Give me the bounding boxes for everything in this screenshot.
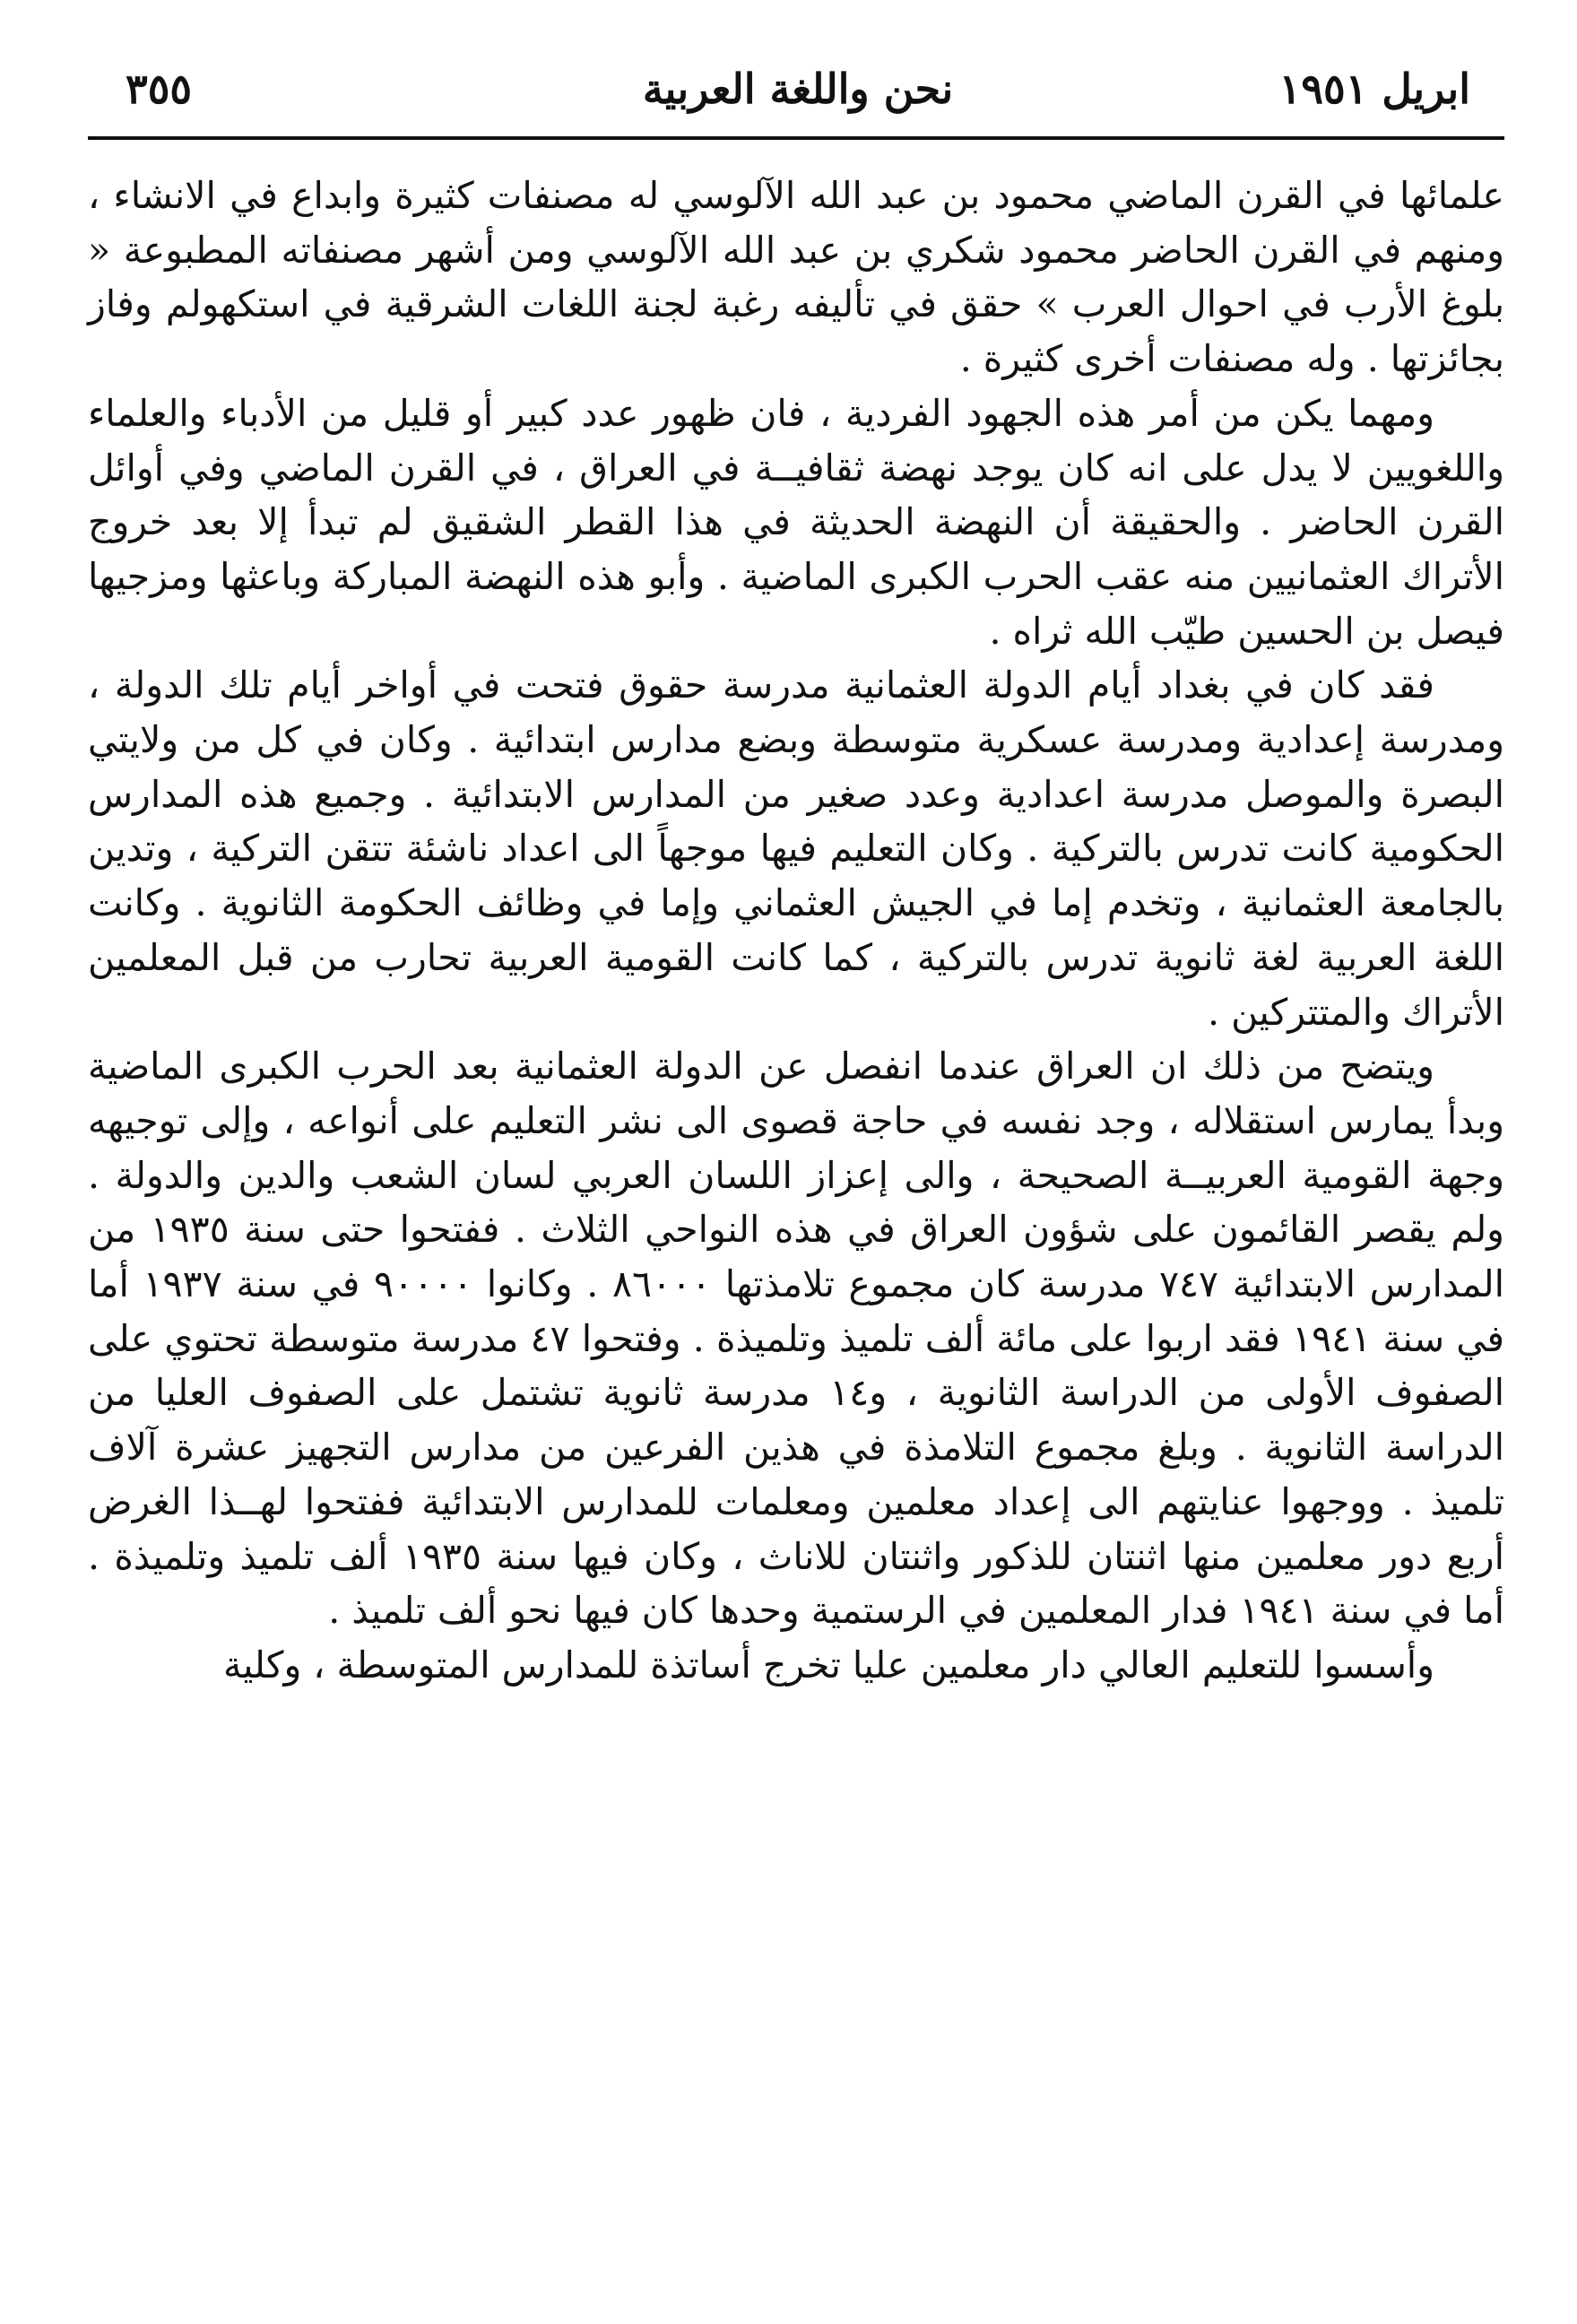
paragraph: فقد كان في بغداد أيام الدولة العثمانية مدرسة حقوق فتحت في أواخر أيام تلك الدولة ، ومدرسة إعدادية ومدرسة عسكرية متوسطة وبضع مدارس ابتدائية . وكان في كل من ولايتي البصرة والموصل مدرسة اعدادية وعدد صغير من المدارس الابتدائية . وجميع هذه المدارس الحكومية كانت تدرس بالتركية . وكان التعليم فيها موجهاً الى اعداد ناشئة تتقن التركية ، وتدين بالجامعة العثمانية ، وتخدم إما في الجيش العثماني وإما في وظائف الحكومة الثانوية . وكانت اللغة العربية لغة ثانوية تدرس بالتركية ، كما كانت القومية العربية تحارب من قبل المعلمين الأتراك والمتتركين . bbox=[88, 663, 1504, 1034]
header-date: ابريل ١٩٥١ bbox=[1278, 65, 1470, 113]
page-number: ٣٥٥ bbox=[126, 65, 193, 113]
paragraph: ومهما يكن من أمر هذه الجهود الفردية ، فان ظهور عدد كبير أو قليل من الأدباء والعلماء واللغويين لا يدل على انه كان يوجد نهضة ثقافيــة في العراق ، في القرن الماضي وفي أوائل القرن الحاضر . والحقيقة أن النهضة الحديثة في هذا القطر الشقيق لم تبدأ إلا بعد خروج الأتراك العثمانيين منه عقب الحرب الكبرى الماضية . وأبو هذه النهضة المباركة وباعثها ومزجيها فيصل بن الحسين طيّب الله ثراه . bbox=[88, 391, 1504, 653]
running-header bbox=[126, 56, 1470, 127]
header-title: نحن واللغة العربية bbox=[642, 65, 954, 113]
paragraph: وأسسوا للتعليم العالي دار معلمين عليا تخرج أساتذة للمدارس المتوسطة ، وكلية bbox=[223, 1643, 1434, 1687]
body-text bbox=[88, 169, 1504, 1693]
header-rule bbox=[88, 136, 1504, 140]
paragraph: ويتضح من ذلك ان العراق عندما انفصل عن الدولة العثمانية بعد الحرب الكبرى الماضية وبدأ يمارس استقلاله ، وجد نفسه في حاجة قصوى الى نشر التعليم على أنواعه ، وإلى توجيهه وجهة القومية العربيــة الصحيحة ، والى إعزاز اللسان العربي لسان الشعب والدين والدولة . ولم يقصر القائمون على شؤون العراق في هذه النواحي الثلاث . ففتحوا حتى سنة ١٩٣٥ من المدارس الابتدائية ٧٤٧ مدرسة كان مجموع تلامذتها ٨٦٠٠٠ . وكانوا ٩٠٠٠٠ في سنة ١٩٣٧ أما في سنة ١٩٤١ فقد اربوا على مائة ألف تلميذ وتلميذة . وفتحوا ٤٧ مدرسة متوسطة تحتوي على الصفوف الأولى من الدراسة الثانوية ، و١٤ مدرسة ثانوية تشتمل على الصفوف العليا من الدراسة الثانوية . وبلغ مجموع التلامذة في هذين الفرعين من مدارس التجهيز عشرة آلاف تلميذ . ووجهوا عنايتهم الى إعداد معلمين ومعلمات للمدارس الابتدائية ففتحوا لهــذا الغرض أربع دور معلمين منها اثنتان للذكور واثنتان للاناث ، وكان فيها سنة ١٩٣٥ ألف تلميذ وتلميذة . أما في سنة ١٩٤١ فدار المعلمين في الرستمية وحدها كان فيها نحو ألف تلميذ . bbox=[88, 1045, 1505, 1633]
paragraph: علمائها في القرن الماضي محمود بن عبد الله الآلوسي له مصنفات كثيرة وابداع في الانشاء ، ومنهم في القرن الحاضر محمود شكري بن عبد الله الآلوسي ومن أشهر مصنفاته المطبوعة « بلوغ الأرب في احوال العرب » حقق في تأليفه رغبة لجنة اللغات الشرقية في استكهولم وفاز بجائزتها . وله مصنفات أخرى كثيرة . bbox=[88, 174, 1505, 381]
